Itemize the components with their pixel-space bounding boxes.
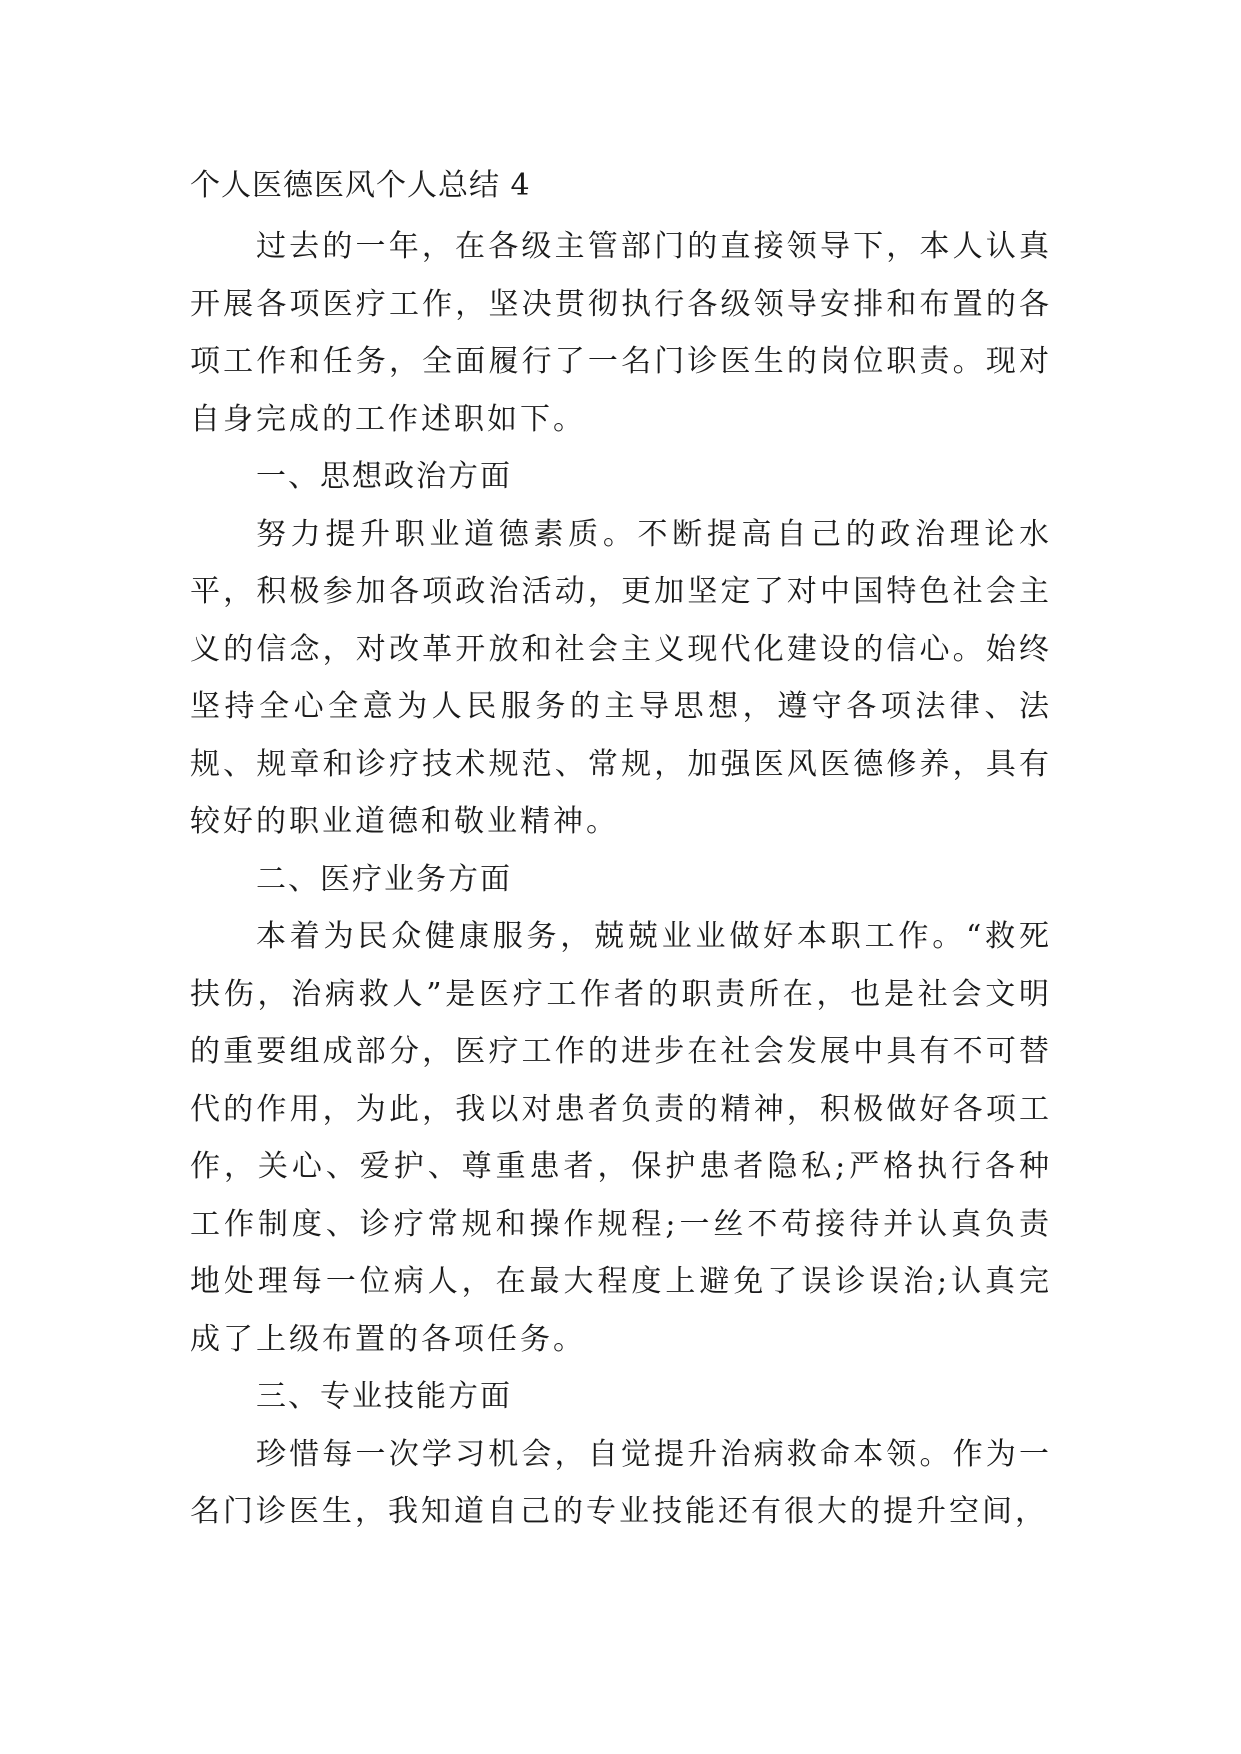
document-body (190, 218, 1052, 1541)
document-title: 个人医德医风个人总结 4 (190, 168, 531, 203)
section-body-ideology: 努力提升职业道德素质。不断提高自己的政治理论水平，积极参加各项政治活动，更加坚定了对中国特色社会主义的信念，对改革开放和社会主义现代化建设的信心。始终坚持全心全意为人民服务的主导思想，遵守各项法律、法规、规章和诊疗技术规范、常规，加强医风医德修养，具有较好的职业道德和敬业精神。 (190, 516, 1052, 839)
section-heading-medical-work: 二、医疗业务方面 (256, 861, 512, 897)
section-body-medical-work: 本着为民众健康服务，兢兢业业做好本职工作。“救死扶伤，治病救人”是医疗工作者的职责所在，也是社会文明的重要组成部分，医疗工作的进步在社会发展中具有不可替代的作用，为此，我以对患者负责的精神，积极做好各项工作，关心、爱护、尊重患者，保护患者隐私;严格执行各种工作制度、诊疗常规和操作规程;一丝不苟接待并认真负责地处理每一位病人，在最大程度上避免了误诊误治;认真完成了上级布置的各项任务。 (190, 919, 1052, 1357)
intro-paragraph: 过去的一年，在各级主管部门的直接领导下，本人认真开展各项医疗工作，坚决贯彻执行各级领导安排和布置的各项工作和任务，全面履行了一名门诊医生的岗位职责。现对自身完成的工作述职如下。 (190, 229, 1052, 437)
section-heading-professional-skills: 三、专业技能方面 (256, 1379, 512, 1414)
section-body-professional-skills: 珍惜每一次学习机会，自觉提升治病救命本领。作为一名门诊医生，我知道自己的专业技能还有很大的提升空间， (190, 1436, 1052, 1529)
section-heading-ideology: 一、思想政治方面 (256, 459, 512, 494)
